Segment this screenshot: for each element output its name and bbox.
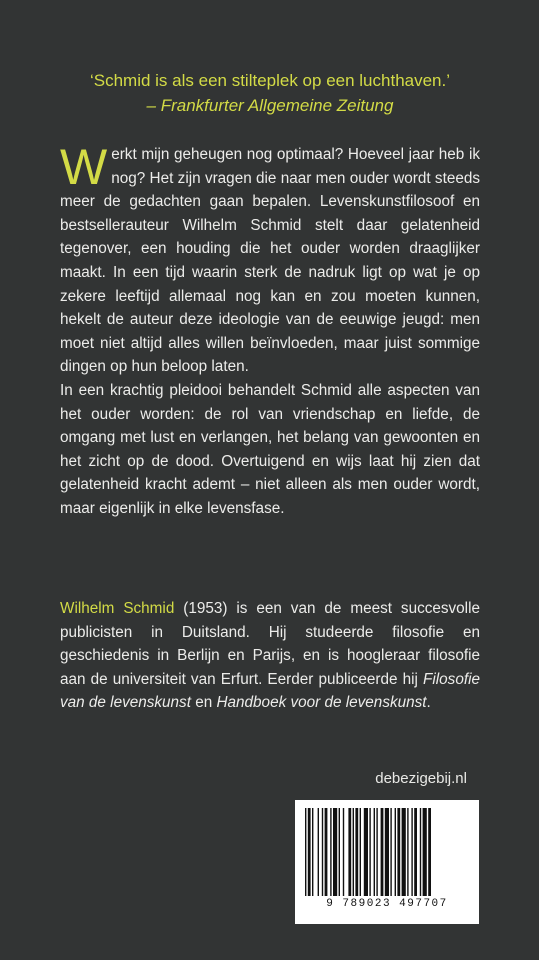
bio-text-2: en [190, 694, 217, 712]
blurb-paragraph-1-text: erkt mijn geheugen nog optimaal? Hoeveel jaar heb ik nog? Het zijn vragen die naar men ouder wordt steeds meer de gedachten gaan bepalen. Levenskunstfilosoof en bestsellerauteur Wilhelm Schmid stelt daar gelatenheid tegenover, een houding die het ouder worden draaglijker maakt. In een tijd waarin sterk de nadruk ligt op wat je op zekere leeftijd allemaal nog kan en zou moeten kunnen, hekelt de auteur deze ideologie van de eeuwige jeugd: men moet niet altijd alles willen beïnvloeden, maar juist sommige dingen op hun beloop laten. [60, 146, 480, 376]
isbn-number: 9 789023 497707 [326, 898, 448, 910]
drop-cap: W [60, 139, 108, 195]
book-title-1: Filosofie van de levenskunst [60, 670, 480, 712]
author-name: Wilhelm Schmid [60, 600, 175, 617]
blurb-paragraph-2: In een krachtig pleidooi behandelt Schmid alle aspecten van het ouder worden: de rol van vriendschap en liefde, de omgang met lust en verlangen, het belang van gewoonten en het zicht op de dood. Overtuigend en wijs laat hij zien dat gelatenheid kracht ademt – niet alleen als men ouder wordt, maar eigenlijk in elke levensfase. [60, 381, 480, 517]
barcode [295, 800, 479, 924]
barcode-bars [305, 808, 469, 898]
bio-text-1: (1953) is een van de meest succesvolle publicisten in Duitsland. Hij studeerde filosofie en geschiedenis in Berlijn en Parijs, en is hoogleraar filosofie aan de universiteit van Erfurt. Eerder publiceerde hij [60, 600, 480, 688]
author-bio-paragraph [60, 597, 480, 715]
author-bio [60, 597, 480, 715]
bio-text-3: . [426, 694, 431, 712]
blurb [60, 139, 480, 521]
publisher-website: debezigebij.nl [375, 770, 467, 787]
book-title-2: Handboek voor de levenskunst [216, 694, 427, 712]
quote-text: ‘Schmid is als een stilteplek op een luchthaven.’ [89, 71, 451, 90]
review-quote [60, 68, 480, 118]
blurb-paragraph-1 [60, 139, 480, 379]
quote-source: – Frankfurter Allgemeine Zeitung [146, 96, 394, 115]
